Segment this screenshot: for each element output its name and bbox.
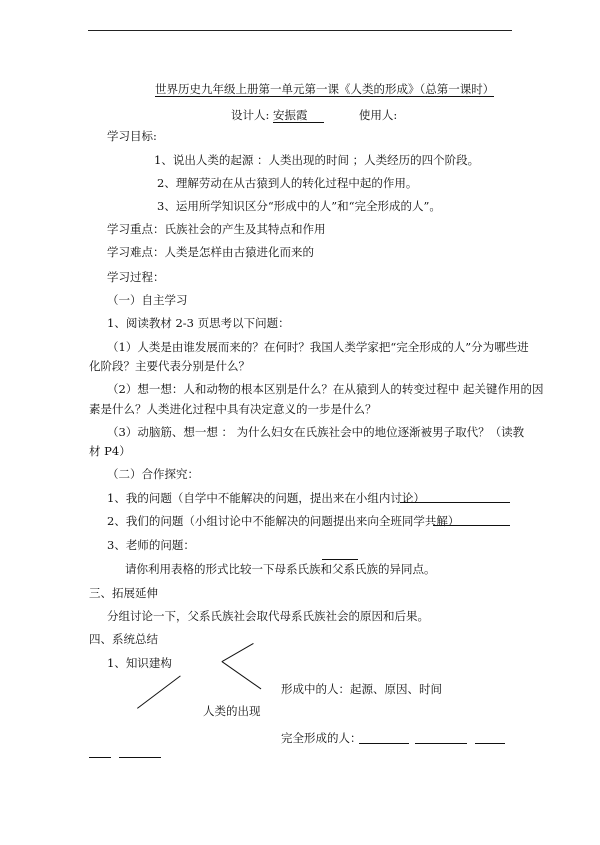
goal-item-1: 1、说出人类的起源 ：人类出现的时间 ；人类经历的四个阶段。	[154, 153, 480, 167]
complete-man-blank-1[interactable]	[359, 731, 409, 744]
complete-man-blank-5[interactable]	[119, 745, 161, 758]
branch-line-upper	[222, 643, 254, 662]
difficulty: 学习难点：人类是怎样由古猿进化而来的	[107, 245, 314, 259]
key-point: 学习重点：氏族社会的产生及其特点和作用	[107, 222, 326, 236]
complete-man-blank-2[interactable]	[415, 731, 467, 744]
branch-line-left	[137, 676, 181, 709]
short-rule	[322, 559, 358, 560]
knowledge-heading: 1、知识建构	[107, 656, 172, 670]
complete-man-blank-3[interactable]	[475, 731, 505, 744]
question-intro: 1、阅读教材 2-3 页思考以下问题：	[107, 316, 290, 330]
question-3-line-2: 材 P4）	[89, 444, 131, 458]
section-summary: 四、系统总结	[89, 632, 158, 646]
forming-man-label: 形成中的人：起源、原因、时间	[281, 682, 442, 696]
complete-man-blank-4[interactable]	[89, 745, 111, 758]
teacher-question: 请你利用表格的形式比较一下母系氏族和父系氏族的异同点。	[125, 562, 436, 576]
header-rule	[88, 30, 512, 31]
goal-item-3: 3、运用所学知识区分“形成中的人”和“完全形成的人”。	[157, 199, 441, 213]
designer-name: 安振霞	[273, 108, 324, 123]
complete-man-line	[281, 730, 362, 746]
extension-text: 分组讨论一下，父系氏族社会取代母系氏族社会的原因和后果。	[107, 609, 429, 623]
coop-question-2-text: 2、我们的问题（小组讨论中不能解决的问题提出来向全班同学共解）	[107, 514, 460, 528]
coop-question-1	[107, 490, 425, 506]
question-3-line-1: （3）动脑筋、想一想 ： 为什么妇女在氏族社会中的地位逐渐被男子取代？（读教	[107, 425, 525, 439]
section-self-study: （一）自主学习	[107, 293, 188, 307]
human-appear-label: 人类的出现	[203, 704, 261, 718]
goal-item-2: 2、理解劳动在从古猿到人的转化过程中起的作用。	[157, 176, 418, 190]
goals-heading: 学习目标:	[107, 129, 157, 143]
question-1-line-2: 化阶段？主要代表分别是什么？	[89, 359, 250, 373]
designer-line	[231, 107, 397, 123]
section-extension: 三、拓展延伸	[89, 586, 158, 600]
question-1-line-1: （1）人类是由谁发展而来的？在何时？我国人类学家把“完全形成的人”分为哪些进	[107, 340, 529, 354]
coop-question-2	[107, 513, 459, 529]
question-2-line-2: 素是什么？人类进化过程中具有决定意义的一步是什么？	[89, 402, 377, 416]
coop-answer-blank-1[interactable]	[400, 490, 510, 503]
lesson-title-text: 世界历史九年级上册第一单元第一课《人类的形成》（总第一课时）	[155, 82, 495, 96]
coop-question-1-text: 1、我的问题（自学中不能解决的问题，提出来在小组内讨论）	[107, 491, 425, 505]
process-heading: 学习过程：	[107, 270, 165, 284]
coop-answer-blank-2[interactable]	[433, 513, 510, 526]
designer-label: 设计人:	[231, 108, 270, 122]
section-cooperation: （二）合作探究：	[107, 467, 199, 481]
complete-man-label: 完全形成的人：	[281, 731, 362, 745]
branch-line-lower	[221, 661, 261, 689]
lesson-title	[155, 81, 494, 97]
user-label: 使用人:	[358, 108, 398, 122]
question-2-line-1: （2）想一想：人和动物的根本区别是什么？在从猿到人的转变过程中 起关键作用的因	[107, 382, 544, 396]
coop-question-3: 3、老师的问题：	[107, 538, 195, 552]
